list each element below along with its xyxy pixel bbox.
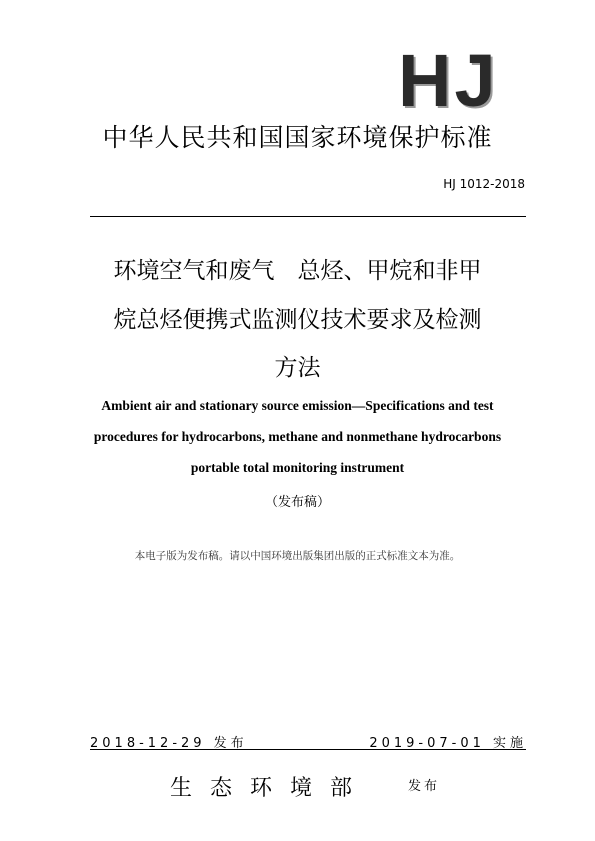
issue-date: 2018-12-29 发布 [90,736,248,751]
chinese-title-line-1: 环境空气和废气 总烃、甲烷和非甲 [113,258,482,284]
chinese-title-line-3: 方法 [274,355,321,381]
english-title-line-1: Ambient air and stationary source emission—Specifications and test [101,398,494,413]
effective-date: 2019-07-01 实施 [369,736,527,751]
english-title-line-3: portable total monitoring instrument [190,460,405,475]
standard-code: HJ 1012-2018 [443,177,525,191]
header-divider [90,216,526,217]
organization-title: 中华人民共和国国家环境保护标准 [102,123,493,152]
issuing-department-suffix: 发布 [408,779,441,794]
issuing-department: 生态环境部 [170,776,371,801]
chinese-title-line-2: 烷总烃便携式监测仪技术要求及检测 [113,307,482,333]
electronic-version-note: 本电子版为发布稿。请以中国环境出版集团出版的正式标准文本为准。 [134,550,461,562]
hj-logo: HJ [398,39,499,122]
release-status: （发布稿） [264,495,330,510]
footer-divider [90,749,526,750]
english-title-line-2: procedures for hydrocarbons, methane and nonmethane hydrocarbons [93,429,502,444]
